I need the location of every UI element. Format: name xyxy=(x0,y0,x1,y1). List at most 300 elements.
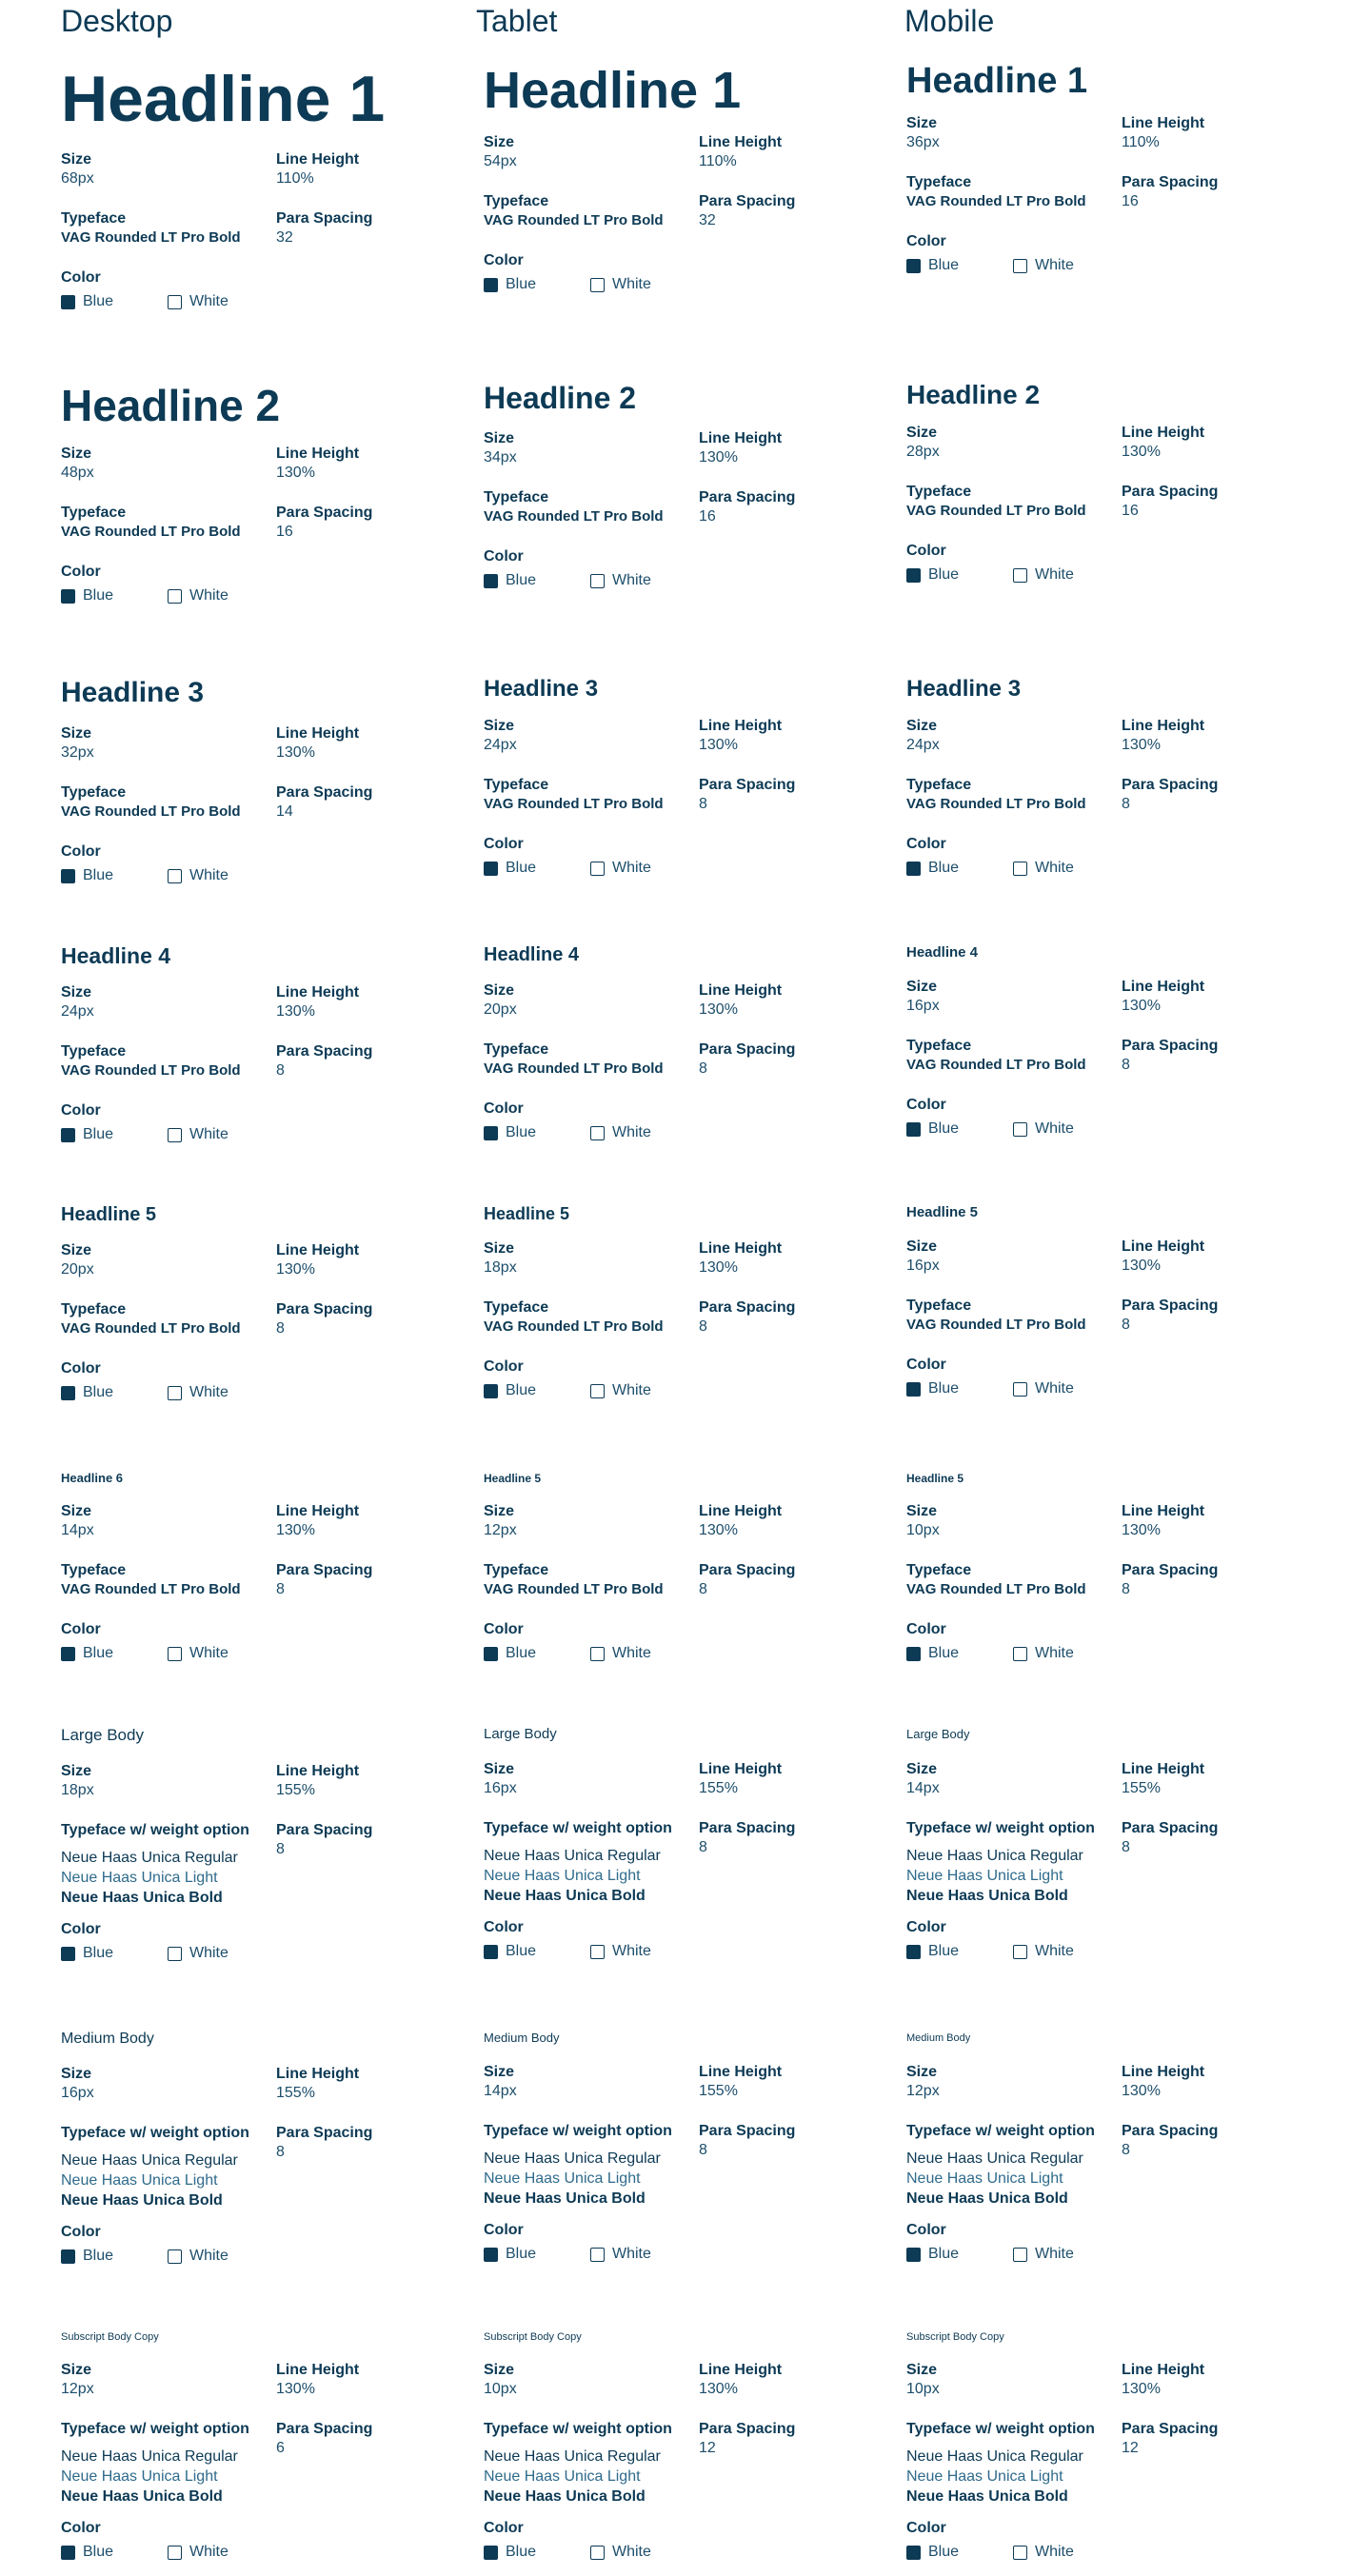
size-field-label: Size xyxy=(906,979,938,995)
blue-swatch-icon xyxy=(484,862,498,876)
color-option-blue[interactable] xyxy=(906,2246,1013,2263)
color-field-label: Color xyxy=(906,233,946,249)
color-option-white[interactable] xyxy=(590,2544,697,2561)
color-option-white[interactable] xyxy=(168,293,274,310)
size-field xyxy=(906,424,940,462)
size-field-value: 20px xyxy=(484,1001,517,1018)
color-field xyxy=(484,1620,524,1639)
color-field-label: Color xyxy=(484,2222,524,2238)
color-option-blue[interactable] xyxy=(906,2544,1013,2561)
para-spacing-field xyxy=(1122,1561,1218,1599)
size-field-label: Size xyxy=(484,1761,515,1777)
size-field xyxy=(906,717,940,755)
color-option-blue[interactable] xyxy=(906,1645,1013,1662)
typeface-field xyxy=(61,1821,249,1908)
color-option-white-label: White xyxy=(189,1645,228,1661)
size-field-label: Size xyxy=(906,115,938,131)
para-spacing-field-label: Para Spacing xyxy=(1122,2421,1219,2437)
color-option-blue[interactable] xyxy=(484,2246,590,2263)
line-height-field-value: 155% xyxy=(699,1780,738,1796)
size-field xyxy=(61,445,94,483)
color-option-blue[interactable] xyxy=(906,1120,1013,1138)
line-height-field xyxy=(1122,717,1204,755)
size-field-label: Size xyxy=(61,2362,92,2378)
line-height-field xyxy=(699,1239,782,1278)
blue-swatch-icon xyxy=(906,568,921,583)
color-swatches xyxy=(484,860,697,877)
spec-properties xyxy=(61,445,442,604)
color-option-blue[interactable] xyxy=(484,860,590,877)
color-option-blue[interactable] xyxy=(61,867,168,884)
color-swatches xyxy=(61,293,274,310)
line-height-field-label: Line Height xyxy=(699,1240,783,1257)
spec-title: Headline 1 xyxy=(484,62,742,119)
color-option-white[interactable] xyxy=(590,860,697,877)
line-height-field xyxy=(699,1502,782,1540)
para-spacing-field xyxy=(276,1821,372,1859)
spec-properties xyxy=(906,1238,1287,1397)
typeface-field-label: Typeface w/ weight option xyxy=(906,2421,1095,2437)
color-field-label: Color xyxy=(61,269,101,286)
size-field-label: Size xyxy=(61,725,92,742)
blue-swatch-icon xyxy=(484,1126,498,1140)
line-height-field xyxy=(1122,114,1204,152)
para-spacing-field-label: Para Spacing xyxy=(276,1043,373,1060)
blue-swatch-icon xyxy=(484,1647,498,1661)
color-field xyxy=(61,2519,101,2538)
color-option-white[interactable] xyxy=(168,1126,274,1143)
line-height-field-label: Line Height xyxy=(1122,1238,1205,1255)
line-height-field xyxy=(699,1760,782,1798)
blue-swatch-icon xyxy=(61,869,75,883)
blue-swatch-icon xyxy=(484,1945,498,1959)
line-height-field xyxy=(276,1762,359,1800)
spec-title: Headline 1 xyxy=(61,63,386,135)
color-option-blue[interactable] xyxy=(484,276,590,293)
blue-swatch-icon xyxy=(906,2546,921,2560)
color-option-white[interactable] xyxy=(590,1943,697,1960)
typeface-regular: Neue Haas Unica Regular xyxy=(61,2152,238,2169)
size-field xyxy=(484,133,517,171)
typeface-field xyxy=(61,1042,241,1080)
typeface-field xyxy=(61,2124,249,2210)
spec-block xyxy=(906,2323,1287,2560)
color-option-white[interactable] xyxy=(590,276,697,293)
spec-title: Medium Body xyxy=(61,2031,154,2047)
size-field-label: Size xyxy=(61,1763,92,1779)
color-swatches xyxy=(61,587,274,604)
color-swatches xyxy=(484,1124,697,1141)
color-option-white[interactable] xyxy=(168,1645,274,1662)
color-swatches xyxy=(906,2246,1120,2263)
color-field-label: Color xyxy=(906,1919,946,1935)
color-field-label: Color xyxy=(906,1357,946,1373)
para-spacing-field-value: 8 xyxy=(699,1839,707,1855)
typeface-field-label: Typeface w/ weight option xyxy=(61,2125,249,2141)
blue-swatch-icon xyxy=(484,2248,498,2262)
color-option-blue[interactable] xyxy=(61,1126,168,1143)
blue-swatch-icon xyxy=(61,1386,75,1400)
color-option-white-label: White xyxy=(1035,1120,1074,1137)
typeface-bold: Neue Haas Unica Bold xyxy=(61,1890,223,1906)
spec-block xyxy=(61,1464,442,1661)
typeface-field xyxy=(906,173,1086,211)
spec-block xyxy=(484,57,864,292)
column-header-tablet: Tablet xyxy=(476,4,558,38)
white-swatch-icon xyxy=(168,2249,182,2264)
line-height-field xyxy=(699,717,782,755)
spec-properties xyxy=(484,981,864,1140)
line-height-field xyxy=(276,1241,359,1279)
typeface-field-label: Typeface xyxy=(906,777,972,793)
blue-swatch-icon xyxy=(906,1122,921,1137)
color-option-blue[interactable] xyxy=(484,1943,590,1960)
color-option-white[interactable] xyxy=(1013,1120,1120,1138)
white-swatch-icon xyxy=(1013,862,1027,876)
color-swatches xyxy=(61,1126,274,1143)
line-height-field-label: Line Height xyxy=(276,1242,360,1258)
spec-title: Headline 5 xyxy=(61,1204,157,1225)
color-option-white[interactable] xyxy=(1013,860,1120,877)
line-height-field-value: 130% xyxy=(1122,1258,1161,1274)
color-option-white[interactable] xyxy=(1013,2544,1120,2561)
line-height-field-value: 130% xyxy=(699,1259,738,1276)
typeface-light: Neue Haas Unica Light xyxy=(61,2172,218,2189)
white-swatch-icon xyxy=(168,869,182,883)
para-spacing-field-value: 8 xyxy=(699,1581,707,1597)
size-field xyxy=(906,2063,940,2101)
color-option-blue[interactable] xyxy=(484,1645,590,1662)
color-option-white-label: White xyxy=(1035,1380,1074,1397)
color-option-blue[interactable] xyxy=(906,566,1013,584)
line-height-field-label: Line Height xyxy=(1122,1761,1205,1777)
color-option-white[interactable] xyxy=(590,2246,697,2263)
para-spacing-field-value: 16 xyxy=(1122,193,1139,209)
blue-swatch-icon xyxy=(61,1647,75,1661)
para-spacing-field-label: Para Spacing xyxy=(699,1562,796,1578)
typeface-regular: Neue Haas Unica Regular xyxy=(906,2150,1083,2167)
typeface-light: Neue Haas Unica Light xyxy=(484,2468,641,2485)
spec-properties xyxy=(906,424,1287,583)
para-spacing-field-value: 8 xyxy=(1122,2142,1130,2158)
typeface-field-value: VAG Rounded LT Pro Bold xyxy=(61,1320,241,1337)
typeface-bold: Neue Haas Unica Bold xyxy=(906,1888,1068,1904)
color-option-blue[interactable] xyxy=(484,2544,590,2561)
color-option-blue[interactable] xyxy=(61,1645,168,1662)
size-field-value: 10px xyxy=(484,2381,517,2397)
color-option-blue-label: Blue xyxy=(506,276,537,292)
para-spacing-field-value: 8 xyxy=(276,2144,285,2160)
color-field xyxy=(484,1918,524,1937)
spec-properties xyxy=(906,2063,1287,2262)
color-field-label: Color xyxy=(906,836,946,852)
color-option-white-label: White xyxy=(1035,1943,1074,1959)
typeface-field xyxy=(484,192,664,230)
size-field-label: Size xyxy=(906,2064,938,2080)
color-option-blue[interactable] xyxy=(484,1124,590,1141)
size-field-label: Size xyxy=(484,718,515,734)
color-option-blue-label: Blue xyxy=(83,293,114,309)
blue-swatch-icon xyxy=(484,2546,498,2560)
color-field xyxy=(906,542,946,561)
size-field xyxy=(906,2361,940,2399)
color-swatches xyxy=(906,1645,1120,1662)
size-field-value: 24px xyxy=(906,737,940,753)
color-swatches xyxy=(906,1120,1120,1138)
para-spacing-field-label: Para Spacing xyxy=(276,1822,373,1838)
typeface-field xyxy=(61,1300,241,1338)
typeface-field xyxy=(61,783,241,822)
para-spacing-field-label: Para Spacing xyxy=(1122,174,1219,190)
spec-title: Headline 2 xyxy=(61,381,281,430)
color-option-blue-label: Blue xyxy=(928,566,960,583)
color-field xyxy=(906,1356,946,1375)
color-option-blue[interactable] xyxy=(61,2544,168,2561)
size-field-value: 14px xyxy=(61,1522,94,1538)
size-field-value: 18px xyxy=(484,1259,517,1276)
color-field-label: Color xyxy=(61,843,101,860)
color-option-white-label: White xyxy=(1035,860,1074,876)
color-field xyxy=(906,2221,946,2240)
color-option-blue-label: Blue xyxy=(83,2248,114,2264)
typeface-field-label: Typeface xyxy=(906,1562,972,1578)
typeface-bold: Neue Haas Unica Bold xyxy=(906,2190,1068,2207)
typeface-field xyxy=(484,2420,672,2507)
typeface-field-label: Typeface w/ weight option xyxy=(61,2421,249,2437)
para-spacing-field-value: 8 xyxy=(699,1060,707,1077)
white-swatch-icon xyxy=(168,1947,182,1961)
typeface-light: Neue Haas Unica Light xyxy=(906,2170,1063,2187)
color-option-blue-label: Blue xyxy=(506,1124,537,1140)
spec-properties xyxy=(61,1762,442,1961)
color-swatches xyxy=(61,2248,274,2265)
line-height-field-label: Line Height xyxy=(699,2362,783,2378)
typeface-field-label: Typeface xyxy=(61,784,127,801)
color-option-blue-label: Blue xyxy=(928,2544,960,2560)
spec-title: Headline 3 xyxy=(61,677,205,708)
spec-properties xyxy=(906,978,1287,1137)
color-option-blue[interactable] xyxy=(484,572,590,589)
color-option-white[interactable] xyxy=(590,1645,697,1662)
color-option-blue[interactable] xyxy=(61,1945,168,1962)
color-option-blue[interactable] xyxy=(61,2248,168,2265)
color-option-blue[interactable] xyxy=(906,1380,1013,1397)
color-option-blue[interactable] xyxy=(484,1382,590,1399)
color-option-blue-label: Blue xyxy=(83,1645,114,1661)
para-spacing-field-label: Para Spacing xyxy=(1122,2123,1219,2139)
spec-block xyxy=(61,57,442,309)
blue-swatch-icon xyxy=(61,2546,75,2560)
spec-block xyxy=(484,938,864,1140)
typeface-light: Neue Haas Unica Light xyxy=(484,1868,641,1884)
color-option-white[interactable] xyxy=(168,1945,274,1962)
color-field-label: Color xyxy=(484,836,524,852)
color-field xyxy=(484,2519,524,2538)
typeface-field xyxy=(906,1819,1095,1906)
typeface-field xyxy=(484,2122,672,2209)
size-field xyxy=(484,429,517,467)
spec-block xyxy=(906,671,1287,876)
color-option-white[interactable] xyxy=(168,587,274,604)
color-option-blue[interactable] xyxy=(906,1943,1013,1960)
spec-properties xyxy=(484,717,864,876)
para-spacing-field xyxy=(1122,2122,1218,2160)
para-spacing-field-value: 16 xyxy=(1122,503,1139,519)
size-field-label: Size xyxy=(484,1240,515,1257)
color-option-white[interactable] xyxy=(1013,1943,1120,1960)
typeface-field-label: Typeface xyxy=(61,505,127,521)
para-spacing-field-label: Para Spacing xyxy=(1122,1562,1219,1578)
para-spacing-field xyxy=(699,2420,795,2458)
color-swatches xyxy=(484,2544,697,2561)
column-header-mobile: Mobile xyxy=(904,4,995,38)
white-swatch-icon xyxy=(168,295,182,309)
spec-title: Headline 6 xyxy=(61,1471,124,1485)
para-spacing-field xyxy=(699,488,795,526)
color-option-white[interactable] xyxy=(168,867,274,884)
color-option-blue[interactable] xyxy=(61,293,168,310)
size-field-value: 20px xyxy=(61,1261,94,1278)
para-spacing-field xyxy=(699,1298,795,1337)
color-option-blue[interactable] xyxy=(906,257,1013,274)
size-field-value: 36px xyxy=(906,134,940,150)
spec-title: Subscript Body Copy xyxy=(906,2331,1004,2343)
color-option-blue[interactable] xyxy=(61,587,168,604)
white-swatch-icon xyxy=(590,1384,605,1398)
para-spacing-field xyxy=(1122,1037,1218,1075)
color-field-label: Color xyxy=(61,2224,101,2240)
spec-title: Headline 2 xyxy=(484,381,637,415)
white-swatch-icon xyxy=(590,1126,605,1140)
size-field-label: Size xyxy=(61,1503,92,1519)
para-spacing-field-value: 6 xyxy=(276,2440,285,2456)
spec-title: Headline 3 xyxy=(906,676,1022,702)
para-spacing-field-label: Para Spacing xyxy=(276,1301,373,1318)
color-swatches xyxy=(61,867,274,884)
line-height-field-value: 130% xyxy=(276,744,315,761)
spec-title: Medium Body xyxy=(906,2032,971,2044)
color-swatches xyxy=(484,276,697,293)
para-spacing-field-value: 8 xyxy=(699,796,707,812)
line-height-field-value: 110% xyxy=(276,170,314,187)
line-height-field-value: 130% xyxy=(276,1522,315,1538)
typeface-bold: Neue Haas Unica Bold xyxy=(484,1888,646,1904)
size-field-label: Size xyxy=(61,446,92,462)
color-option-white[interactable] xyxy=(168,1384,274,1401)
color-option-blue-label: Blue xyxy=(506,2246,537,2262)
typeface-regular: Neue Haas Unica Regular xyxy=(484,1848,661,1864)
para-spacing-field-label: Para Spacing xyxy=(276,2125,373,2141)
size-field xyxy=(61,724,94,763)
typeface-light: Neue Haas Unica Light xyxy=(906,1868,1063,1884)
typeface-bold: Neue Haas Unica Bold xyxy=(61,2192,223,2209)
typeface-bold: Neue Haas Unica Bold xyxy=(484,2190,646,2207)
white-swatch-icon xyxy=(590,278,605,292)
spec-title: Large Body xyxy=(484,1726,557,1742)
color-field-label: Color xyxy=(61,564,101,580)
line-height-field-value: 130% xyxy=(1122,2381,1161,2397)
spec-properties xyxy=(906,717,1287,876)
typeface-field-label: Typeface xyxy=(484,489,549,505)
spec-block xyxy=(484,376,864,588)
spec-properties xyxy=(61,1241,442,1400)
line-height-field-value: 130% xyxy=(276,2381,315,2397)
typeface-field-value: VAG Rounded LT Pro Bold xyxy=(484,1581,664,1597)
color-swatches xyxy=(906,1380,1120,1397)
para-spacing-field-value: 8 xyxy=(699,1318,707,1335)
para-spacing-field-label: Para Spacing xyxy=(699,1299,796,1316)
typeface-light: Neue Haas Unica Light xyxy=(906,2468,1063,2485)
typeface-field-value: VAG Rounded LT Pro Bold xyxy=(484,1318,664,1335)
size-field xyxy=(484,1239,517,1278)
typeface-field-value: VAG Rounded LT Pro Bold xyxy=(61,1581,241,1597)
color-option-white-label: White xyxy=(612,572,651,588)
color-field-label: Color xyxy=(61,1360,101,1377)
typeface-field-label: Typeface xyxy=(906,1298,972,1314)
line-height-field-label: Line Height xyxy=(1122,979,1205,995)
blue-swatch-icon xyxy=(484,574,498,588)
color-option-white[interactable] xyxy=(168,2248,274,2265)
line-height-field-value: 130% xyxy=(699,449,738,466)
line-height-field xyxy=(276,445,359,483)
para-spacing-field xyxy=(1122,483,1218,521)
color-option-white[interactable] xyxy=(1013,1380,1120,1397)
blue-swatch-icon xyxy=(61,589,75,604)
color-option-white[interactable] xyxy=(590,1382,697,1399)
white-swatch-icon xyxy=(1013,2248,1027,2262)
para-spacing-field-label: Para Spacing xyxy=(1122,484,1219,500)
typeface-field-value: VAG Rounded LT Pro Bold xyxy=(906,1057,1086,1073)
typeface-field-value: VAG Rounded LT Pro Bold xyxy=(906,796,1086,812)
color-option-white[interactable] xyxy=(1013,257,1120,274)
line-height-field xyxy=(1122,2361,1204,2399)
line-height-field-value: 130% xyxy=(276,1261,315,1278)
typeface-field-label: Typeface xyxy=(61,210,127,227)
typeface-field xyxy=(61,504,241,542)
typeface-field-label: Typeface xyxy=(484,1299,549,1316)
color-option-blue[interactable] xyxy=(61,1384,168,1401)
color-option-white[interactable] xyxy=(1013,2246,1120,2263)
color-field xyxy=(61,268,101,287)
color-field-label: Color xyxy=(61,1621,101,1637)
size-field-label: Size xyxy=(484,134,515,150)
color-option-blue-label: Blue xyxy=(928,257,960,273)
color-swatches xyxy=(61,1645,274,1662)
color-option-blue-label: Blue xyxy=(928,1645,960,1661)
typeface-field-value: VAG Rounded LT Pro Bold xyxy=(484,508,664,525)
color-option-white[interactable] xyxy=(590,1124,697,1141)
line-height-field-label: Line Height xyxy=(699,1503,783,1519)
spec-properties xyxy=(484,2063,864,2262)
color-option-blue[interactable] xyxy=(906,860,1013,877)
line-height-field-label: Line Height xyxy=(276,2362,360,2378)
line-height-field-label: Line Height xyxy=(699,134,783,150)
color-field xyxy=(906,1620,946,1639)
color-option-blue-label: Blue xyxy=(83,1384,114,1400)
color-option-white[interactable] xyxy=(1013,566,1120,584)
spec-title: Headline 5 xyxy=(484,1472,542,1485)
line-height-field xyxy=(699,429,782,467)
color-option-white[interactable] xyxy=(168,2544,274,2561)
spec-block xyxy=(906,1198,1287,1397)
color-field-label: Color xyxy=(61,1102,101,1119)
size-field xyxy=(484,1502,517,1540)
color-option-white[interactable] xyxy=(1013,1645,1120,1662)
typeface-regular: Neue Haas Unica Regular xyxy=(484,2448,661,2465)
para-spacing-field xyxy=(699,192,795,230)
color-option-white[interactable] xyxy=(590,572,697,589)
white-swatch-icon xyxy=(590,1647,605,1661)
